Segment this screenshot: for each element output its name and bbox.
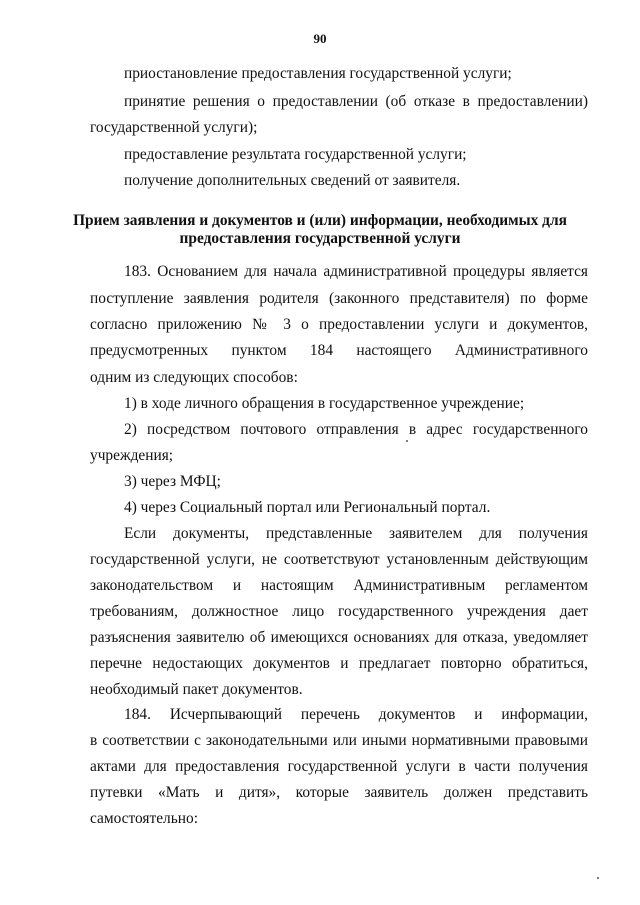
text-line: предусмотренных пунктом 184 настоящего Административного (90, 342, 588, 359)
text-line: путевки «Мать и дитя», которые заявитель должен представить (90, 784, 588, 801)
text-line: 184. Исчерпывающий перечень документов и информации, (124, 706, 588, 723)
text-line: государственной услуги); (90, 119, 258, 136)
text-line: необходимый пакет документов. (90, 681, 303, 698)
text-line: самостоятельно: (90, 810, 198, 827)
text-line: принятие решения о предоставлении (об отказе в предоставлении) (124, 93, 588, 110)
text-line: в соответствии с законодательными или иными нормативными правовыми (90, 732, 588, 749)
text-line: приостановление предоставления государственной услуги; (124, 65, 512, 82)
text-line: актами для предоставления государственной услуги в части получения (90, 758, 588, 775)
page-number: 90 (313, 31, 327, 46)
text-line: перечне недостающих документов и предлагает повторно обратиться, (90, 655, 588, 672)
text-line: Если документы, представленные заявителем для получения (124, 525, 588, 542)
section-heading-line: Прием заявления и документов и (или) информации, необходимых для (73, 212, 567, 229)
text-line: согласно приложению № 3 о предоставлении услуги и документов, (90, 316, 588, 333)
text-line: государственной услуги, не соответствуют установленным действующим (90, 551, 588, 568)
text-line: 1) в ходе личного обращения в государственное учреждение; (124, 395, 525, 412)
text-line: предоставление результата государственной услуги; (124, 146, 467, 163)
text-line: требованиям, должностное лицо государственного учреждения дает (90, 603, 588, 620)
text-line: получение дополнительных сведений от заявителя. (124, 172, 461, 189)
section-heading-line: предоставления государственной услуги (179, 230, 461, 247)
text-line: одним из следующих способов: (90, 369, 298, 386)
text-line: 3) через МФЦ; (124, 473, 221, 490)
text-line: законодательством и настоящим Административным регламентом (90, 577, 588, 594)
scan-speck (597, 877, 599, 879)
text-line: 2) посредством почтового отправления в адрес государственного (124, 421, 588, 438)
text-line: 4) через Социальный портал или Региональный портал. (124, 499, 491, 516)
text-line: разъяснения заявителю об имеющихся основаниях для отказа, уведомляет (90, 629, 588, 646)
scan-speck (406, 440, 408, 442)
text-line: 183. Основанием для начала административной процедуры является (124, 263, 588, 280)
text-line: поступление заявления родителя (законного представителя) по форме (90, 290, 588, 307)
text-line: учреждения; (90, 447, 174, 464)
